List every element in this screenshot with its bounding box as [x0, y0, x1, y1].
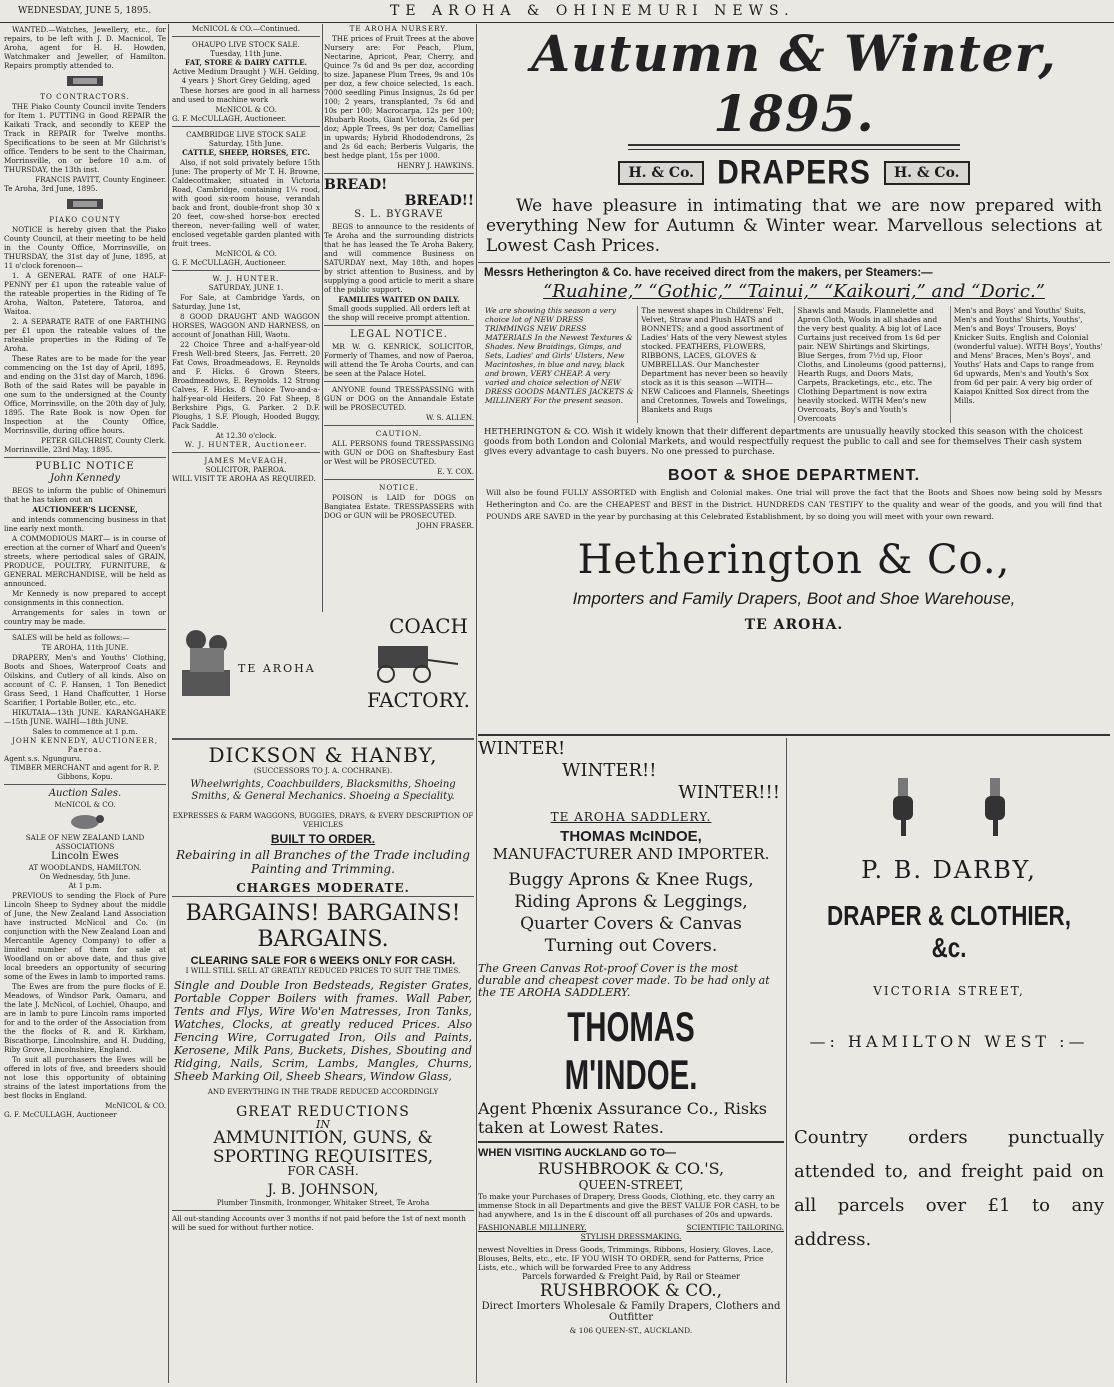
column-2 — [172, 24, 320, 612]
wednesday-date: On Wednesday, 5th June. — [39, 872, 131, 881]
allen-signature: W. S. ALLEN. — [425, 413, 474, 422]
bargains-heading: BARGAINS! BARGAINS! — [185, 901, 461, 926]
cattle-text: Also, if not sold privately before 15th June: The property of Mr T. H. Browne, Caldecottmaker, situated in Victoria Road, Cambridge, containing 1¼ rood, with good six-room house, verandah back and front, double-front shop 30 x 20 feet, cow-shed horse-box erected thereon, never-failing well of water, enclosed vegetable garden planted with fruit trees. — [172, 158, 320, 248]
mccullagh-signature: G. F. McCULLAGH, Auctioneer. — [172, 114, 287, 123]
everything-reduced: AND EVERYTHING IN THE TRADE REDUCED ACCORDINGLY — [207, 1087, 439, 1096]
phoenix-agent: Agent Phœnix Assurance Co., Risks taken at Lowest Rates. — [478, 1099, 767, 1137]
kennedy-text-2: and intends commencing business in that line early next month. — [4, 515, 166, 533]
kenrick-notice: MR W. G. KENRICK, SOLICITOR, Formerly of Thames, and now of Paeroa, will attend the Te Aroha Courts, and can be seen at the Palace Hotel. — [324, 342, 474, 378]
fashionable-millinery: FASHIONABLE MILLINERY. — [478, 1223, 587, 1232]
figures-illustration — [178, 620, 234, 700]
intro-text: We have pleasure in intimating that we are now prepared with everything New for Autumn & Winter wear. Marvellous selections at Lowest Cash Prices. — [486, 196, 1102, 256]
mcnicol-continued: McNICOL & CO.—Continued. — [191, 24, 301, 33]
mcindoe-big: THOMAS M'INDOE. — [564, 1003, 698, 1098]
auction-sales-heading: Auction Sales. — [48, 788, 122, 799]
masthead — [0, 0, 1114, 23]
kennedy-signature: JOHN KENNEDY, AUCTIONEER, Paeroa. — [12, 736, 158, 754]
newspaper-title: TE AROHA & OHINEMURI NEWS. — [390, 3, 795, 19]
coach-illustration — [348, 640, 468, 684]
tuesday-date: Tuesday, 11th June. — [210, 49, 282, 58]
wanted-ad: WANTED.—Watches, Jewellery, etc., for repairs, to be left with J. D. Macnicol, Te Aroha, agent for H. H. Howden, Watchmaker and Jeweller, of Hamilton. Repairs promptly attended to. — [4, 25, 166, 70]
hco-badge-left: H. & Co. — [618, 161, 704, 185]
bygrave-name: S. L. BYGRAVE — [354, 209, 444, 220]
trespass-shaftesbury: ALL PERSONS found TRESSPASSING with GUN or DOG on Shaftesbury East or West will be PROSECUTED. — [324, 439, 474, 466]
contractors-date: Te Aroha, 3rd June, 1895. — [4, 184, 98, 193]
darby-name: P. B. DARBY, — [861, 856, 1037, 884]
will-sell: I WILL STILL SELL AT GREATLY REDUCED PRICES TO SUIT THE TIMES. — [185, 966, 461, 975]
trades-list: Wheelwrights, Coachbuilders, Blacksmiths, Shoeing Smiths, & General Mechanics. Shoeing a Speciality. — [190, 779, 456, 802]
darby-advert — [788, 738, 1110, 1383]
hetherington-advert — [478, 24, 1110, 734]
charges-moderate: CHARGES MODERATE. — [236, 881, 410, 895]
visit-notice: WILL VISIT TE AROHA AS REQUIRED. — [172, 474, 316, 483]
saddlery-heading: TE AROHA SADDLERY. — [550, 810, 712, 824]
mcindoe-name: THOMAS McINDOE, — [560, 828, 702, 845]
ewes-text-3: To suit all purchasers the Ewes will be offered in lots of five, and breeders should not lose this opportunity of obtaining strains of the latest importations from the best flocks in England. — [4, 1055, 166, 1100]
draper-clothier: DRAPER & CLOTHIER, &c. — [827, 900, 1071, 963]
buggy-aprons: Buggy Aprons & Knee Rugs, Riding Aprons & Leggings, Quarter Covers & Canvas Turning out Covers. — [508, 870, 754, 956]
public-notice-heading: PUBLIC NOTICE — [35, 461, 135, 472]
scientific-tailoring: SCIENTIFIC TAILORING. — [686, 1223, 784, 1232]
piako-heading: PIAKO COUNTY — [49, 215, 121, 224]
goods-column-4: Men's and Boys' and Youths' Suits, Men's and Youths' Shirts, Youths', Men's and Boys' Trousers, Boys' Knicker Suits. English and Colonial (wonderful value). WITH Boys', Youths' and Mens' Braces, Men's Boys', and Youths' Hats and Caps to range from 6d upwards, Men's and Youth's Sox from 6d per pair. A very big order of Kaiapoi Knitted Sox direct from the Mills. — [953, 306, 1103, 405]
mccullagh-signature-2: G. F. McCULLAGH, Auctioneer. — [172, 258, 287, 267]
sales-dates: HIKUTAIA—13th JUNE. KARANGAHAKE—15th JUNE. WAIHI—18th JUNE. — [4, 708, 166, 726]
cambridge-yards: For Sale, at Cambridge Yards, on Saturday, June 1st, — [172, 293, 320, 311]
contractors-text: THE Piako County Council invite Tenders for Item 1. PUTTING in Good REPAIR the Kaikati Track, and secondly to KEEP the Track in REPAIR for Twelve months. Specifications to be seen at Mr Gilchrist's office. Tenders to be sent to the Chairman, Morrinsville, on or before 10 a.m. of THURSDAY, the 13th inst. — [4, 102, 166, 174]
handshake-icon — [65, 72, 105, 90]
john-kennedy-heading: John Kennedy — [49, 473, 121, 484]
pointing-hand-icon — [890, 778, 916, 838]
woodlands: AT WOODLANDS, HAMILTON. — [28, 863, 142, 872]
autumn-winter-heading: Autumn & Winter, 1895. — [531, 24, 1057, 143]
rushbrook-address: & 106 QUEEN-ST., AUCKLAND. — [569, 1326, 693, 1335]
johnson-name: J. B. JOHNSON, — [267, 1182, 379, 1198]
small-goods: Small goods supplied. All orders left at the shop will receive prompt attention. — [327, 304, 471, 322]
cox-signature: E. Y. COX. — [437, 467, 474, 476]
newest-novelties: newest Novelties in Dress Goods, Trimmings, Ribbons, Hosiery, Gloves, Lace, Blouses, Belts, etc., etc. IF YOU WISH TO ORDER, send for Patterns, Price Lists, etc., which will be forwarded Free to any Address — [478, 1245, 774, 1272]
piako-signature: PETER GILCHRIST, County Clerk. — [41, 436, 166, 445]
mcveagh-name: JAMES McVEAGH, — [204, 456, 288, 465]
pointing-hand-icon — [982, 778, 1008, 838]
families-waited: FAMILIES WAITED ON DAILY. — [338, 295, 460, 304]
vehicles-list: EXPRESSES & FARM WAGGONS, BUGGIES, DRAYS, & EVERY DESCRIPTION OF VEHICLES — [172, 811, 474, 829]
goods-list: Single and Double Iron Bedsteads, Register Grates, Portable Copper Boilers with frames. Wall Paber, Tents and Flys, Wire Wo'en Matresses, Iron Tanks, Watches, Clocks, at greatly reduced Prices. Also Fencing Wire, Corrugated Iron, Oils and Paints, Kerosene, Milk Pans, Buckets, Dishes, Sbouting and Ridging, Nails, Scrim, Lambs, Mangles, Churns, Sheeb Marking Oil, Sheeb Shears, Window Glass, — [174, 979, 472, 1083]
hunter-signature: W. J. HUNTER, Auctioneer. — [184, 440, 308, 449]
hawkins-signature: HENRY J. HAWKINS. — [397, 161, 474, 170]
auctioneer-licence: AUCTIONEER'S LICENSE, — [32, 505, 138, 514]
legal-notice-heading: LEGAL NOTICE. — [350, 329, 448, 340]
column-1 — [4, 24, 166, 1383]
repairing-text: Rebairing in all Branches of the Trade including Painting and Trimming. — [176, 848, 470, 876]
kennedy-timber: TIMBER MERCHANT and agent for R. P. Gibbons, Kopu. — [10, 763, 160, 781]
goods-column-1: We are showing this season a very choice lot of NEW DRESS TRIMMINGS NEW DRESS MATERIALS In the Newest Textures & Shades. New Braidings, Gimps, and Sets, Ladies' and Girls' Ulsters, New Macintoshes, in blue and navy, black and brown, VERY CHEAP. A very varied and choice selection of NEW DRESS GOODS MANTLES JACKETS & MILLINERY For the present season. — [482, 306, 638, 423]
trespass-annandale: ANYONE found TRESSPASSING with GUN or DOG on the Annandale Estate will be PROSECUTED. — [324, 385, 474, 412]
mccullagh-signature: G. F. McCULLAGH, Auctioneer — [4, 1110, 117, 1119]
built-to-order: BUILT TO ORDER. — [270, 832, 376, 846]
bread-heading-1: BREAD! — [324, 177, 388, 193]
sheep-icon — [65, 811, 105, 831]
great-reductions: GREAT REDUCTIONS — [236, 1104, 410, 1120]
contractors-heading: TO CONTRACTORS. — [40, 92, 130, 101]
goods-column-3: Shawls and Mauds, Flannelette and Apron Cloth, Wools in all shades and the very best quality. A big lot of Lace Curtains just received from 1s 6d per pair. NEW Shirtings and Skirtings, Blue Serges, from 7½d up, Floor Cloths, and Linoleums (good patterns), Hearth Rugs, and Doors Mats, Carpets, Bracketings, etc., etc. The Clothing Department is now extra heavily stocked. WITH Men's new Overcoats, Boy's and Youth's Overcoats — [795, 306, 951, 423]
saturday-date: Saturday, 15th June. — [208, 139, 284, 148]
stock-list: 22 Choice Three and a-half-year-old Fresh Well-bred Steers, Jas. Ferrett. 20 Fat Cows, Broadmeadows, E. Reynolds and F. Hicks. 6 Grown Steers, Broadmeadows, E. Reynolds. 12 Strong Calves, F. Hicks. 8 Choice Two-and-a-half-year-old Heifers. 20 Fat Sheep, 8 Berkshire Pigs, G. Parker. 2 D.F. Ploughs, 1 S.F. Plough, Hooded Buggy, Pack Saddle. — [172, 340, 320, 430]
coach-factory-advert — [172, 616, 474, 734]
ewes-text-2: The Ewes are from the pure flocks of E. Meadows, of Windsor Park, Oamaru, and the late J. McNicol, of Lochiel, Ohaupo, and are in lamb to pure Lincoln rams imported for and to the order of the Association from the the flocks of R. and R. Kirkham, Biscathorpe, Lincolnshire, and H. Dudding, Riby Grove, Lincolnshire, England. — [4, 982, 166, 1054]
sales-te-aroha: TE AROHA, 11th JUNE. — [41, 643, 129, 652]
boot-shoe-heading: BOOT & SHOE DEPARTMENT. — [667, 467, 921, 484]
sales-time: Sales to commence at 1 p.m. — [32, 727, 138, 736]
in-label: IN — [316, 1118, 330, 1131]
mcnicol-heading: McNICOL & CO. — [54, 800, 116, 809]
coach-heading: COACH — [389, 616, 468, 638]
visiting-auckland: WHEN VISITING AUCKLAND GO TO— — [478, 1147, 676, 1159]
column-rule — [322, 24, 323, 612]
bargains-heading-2: BARGAINS. — [257, 927, 389, 952]
victoria-street: VICTORIA STREET, — [873, 984, 1025, 998]
kennedy-text-4: Arrangements for sales in town or country may be made. — [4, 608, 166, 626]
drapers-banner — [478, 153, 1110, 192]
nursery-heading: TE AROHA NURSERY. — [349, 24, 449, 33]
piako-rate-2: 2. A SEPARATE RATE of one FARTHING per £1 upon the rateable values of the rateable properties in the Riding of Te Aroha. — [4, 317, 166, 353]
piako-date: Morrinsville, 23rd May, 1895. — [4, 445, 113, 454]
handshake-icon — [65, 195, 105, 213]
kennedy-text-3: Mr Kennedy is now prepared to accept consignments in this connection. — [4, 589, 166, 607]
queen-street: QUEEN-STREET, — [578, 1178, 684, 1192]
sales-heading: SALES will be held as follows:— — [12, 633, 130, 642]
direct-importers: Direct Imorters Wholesale & Family Drapers, Clothers and Outfitter — [481, 1301, 781, 1323]
ammunition-heading: AMMUNITION, GUNS, & SPORTING REQUISITES, — [212, 1128, 434, 1167]
kennedy-agent: Agent s.s. Ngunguru. — [4, 754, 82, 763]
column-rule — [168, 24, 169, 1383]
ewes-text-1: PREVIOUS to sending the Flock of Pure Lincoln Sheep to Sydney about the middle of June, the New Zealand Land Association have instructed McNicol and Co. (in conjunction with the New Zealand Loan and Mercantile Agency Company) to offer a limited number of them for sale at Woodland on or above date, and thus give local breeders an opportunity of securing some of the Ewes in lamb to imported rams. — [4, 891, 166, 981]
drapers-label: DRAPERS — [717, 153, 871, 192]
te-aroha-line: TE AROHA. — [744, 617, 844, 633]
accounts-notice: All out-standing Accounts over 3 months if not paid before the 1st of next month will be sued for without further notice. — [172, 1214, 466, 1232]
importers-line: Importers and Family Drapers, Boot and Shoe Warehouse, — [572, 589, 1016, 608]
nzla-heading: SALE OF NEW ZEALAND LAND ASSOCIATIONS — [25, 833, 145, 851]
ohaupo-heading: OHAUPO LIVE STOCK SALE. — [192, 40, 300, 49]
goods-column-2: The newest shapes in Childrens' Felt, Velvet, Straw and Plush HATS and BONNETS; and a good assortment of Ladies' Hats of the very Newest styles stocked. FEATHERS, FLOWERS, RIBBONS, LACES, GLOVES & UMBRELLAS. Our Manchester Department has never been so heavily stock as it is this season —WITH— NEW Calicoes and Flannels, Sheetings and Cretonnes, Towels and Towelings, Blankets and Rugs — [638, 306, 794, 423]
saturday-june-1: SATURDAY, JUNE 1. — [208, 283, 284, 292]
parcels-forwarded: Parcels forwarded & Freight Paid, by Rail or Steamer — [522, 1272, 740, 1281]
kennedy-mart: A COMMODIOUS MART— is in course of erection at the corner of Wharf and Queen's streets, where periodical sales of GRAIN, PRODUCE, POULTRY, FURNITURE, & GENERAL MERCHANDISE, will be held as announced. — [4, 534, 166, 588]
sale-time: At 12.30 o'clock. — [215, 431, 277, 440]
purchases-text: To make your Purchases of Drapery, Dress Goods, Clothing, etc. they carry an immense Stock in all Departments and give the BEST VALUE FOR CASH, to be had anywhere, and 1s in the £ discount off all purchases of 20s and upwards. — [478, 1192, 780, 1219]
johnson-trade: Plumber Tinsmith, Ironmonger, Whitaker Street, Te Aroha — [216, 1198, 430, 1207]
cambridge-heading: CAMBRIDGE LIVE STOCK SALE — [186, 130, 306, 139]
manufacturer-line: MANUFACTURER AND IMPORTER. — [492, 845, 770, 863]
saddlery-advert — [478, 738, 784, 1383]
green-canvas: The Green Canvas Rot-proof Cover is the most durable and cheapest cover made. To be had only at the TE AROHA SADDLERY. — [478, 962, 770, 999]
piako-text: NOTICE is hereby given that the Piako County Council, at their meeting to be held in the County Office, Morrinsville, on THURSDAY, the 31st day of June, 1895, at 11 o'clock forenoon— — [4, 225, 166, 270]
country-orders: Country orders punctually attended to, and freight paid on all parcels over £1 to any address. — [794, 1127, 1104, 1250]
for-cash: FOR CASH. — [287, 1164, 359, 1178]
harness-text: These horses are good in all harness and used to machine work — [172, 86, 320, 104]
piako-rates-text: These Rates are to be made for the year commencing on the 1st day of April, 1895, and ending on the 31st day of March, 1896. Both of the said Rates will be payable in one sum to the undersigned at the County Office, Morrinsville, on the 20th day of July, 1895. The Rate Book is now Open for Inspection at the County Office, Morrinsville, during office hours. — [4, 354, 166, 435]
winter-1: WINTER! — [478, 738, 566, 759]
issue-date: WEDNESDAY, JUNE 5, 1895. — [18, 6, 152, 16]
goods-grid — [482, 306, 1106, 423]
poison-notice: POISON is LAID for DOGS on Bangiatea Estate. TRESSPASSERS with DOG or GUN will be PROSECUTED. — [324, 493, 474, 520]
messrs-text: Messrs Hetherington & Co. have received direct from the makers, per Steamers:— — [484, 267, 933, 279]
draught-horses-lot: 8 GOOD DRAUGHT AND WAGGON HORSES, WAGGON AND HARNESS, on account of Jonathan Hill, Waotu. — [172, 312, 320, 339]
mcnicol-signature: McNICOL & CO. — [105, 1101, 166, 1110]
caution-heading: CAUTION. — [375, 429, 423, 438]
winter-2: WINTER!! — [562, 760, 657, 781]
sale-time: At 1 p.m. — [68, 881, 102, 890]
rushbrook-heading: RUSHBROOK & CO.'S, — [537, 1159, 725, 1178]
factory-heading: FACTORY. — [366, 688, 470, 712]
bygrave-text: BEGS to announce to the residents of Te Aroha and the surrounding districts that he has leased the Te Aroha Bakery, and will commence Business on SATURDAY next, May 18th, and hopes by strict attention to Business, and by supplying a good article to merit a share of the public support. — [324, 222, 474, 294]
lincoln-ewes: Lincoln Ewes — [51, 851, 119, 862]
contractors-signature: FRANCIS PAVITT, County Engineer. — [35, 175, 166, 184]
notice-heading: NOTICE. — [379, 483, 419, 492]
bread-heading-2: BREAD!! — [404, 193, 474, 209]
winter-3: WINTER!!! — [678, 782, 780, 803]
dickson-hanby-heading: DICKSON & HANBY, — [208, 743, 438, 767]
hetherington-notice: HETHERINGTON & CO. Wish it widely known that their different departments are unusually heavily stocked this season with the choicest goods from both London and Colonial Markets, and would respectfully request the public to call and see for themselves Their cash system gives every advantage to cash buyers. No one pressed to purchase. — [484, 427, 1083, 457]
steamers-list: “Ruahine,” “Gothic,” “Tainui,” “Kaikouri,” and “Doric.” — [543, 281, 1045, 302]
mcnicol-signature: McNICOL & CO. — [215, 105, 277, 114]
hunter-heading: W. J. HUNTER. — [212, 274, 280, 283]
solicitor: SOLICITOR, PAEROA. — [205, 465, 287, 474]
draught-horses: Active Medium Draught } W.H. Gelding, 4 years } Short Grey Gelding, aged — [172, 67, 320, 85]
piako-rate-1: 1. A GENERAL RATE of one HALF-PENNY per £1 upon the rateable value of the rateable properties in the Riding of Te Aroha, Walton, Patetere, Tatoroa, and Waitoa. — [4, 271, 166, 316]
sales-drapery: DRAPERY, Men's and Youths' Clothing, Boots and Shoes, Waterproof Coats and Oilskins, and Cutlery of all kinds. Also on account of C. F. Hansen, 1 Ton Benedict Grass Seed, 1 Hand Chaffcutter, 1 Horse Scarifier, 1 Portable Boiler, etc., etc. — [4, 653, 166, 707]
rushbrook-name: RUSHBROOK & CO., — [539, 1281, 723, 1301]
te-aroha-label: TE AROHA — [238, 662, 316, 675]
cattle-heading: CATTLE, SHEEP, HORSES, ETC. — [182, 148, 310, 157]
boot-shoe-text: Will also be found FULLY ASSORTED with English and Colonial makes. One trial will prove the fact that the Boots and Shoes now being sold by Messrs Hetherington and Co. are the CHEAPEST and BEST in the District. HUNDREDS CAN TESTIFY to the quality and wear of the goods, and you will find that POUNDS ARE SAVED in the year by purchasing at this Celebrated Establishment, by so doing you will meet with your own reward. — [486, 488, 1102, 521]
stylish-dressmaking: STYLISH DRESSMAKING. — [580, 1232, 682, 1241]
fraser-signature: JOHN FRASER. — [416, 521, 474, 530]
coach-and-johnson-adverts — [172, 616, 474, 1383]
column-rule — [476, 24, 477, 1383]
pointing-hands — [788, 778, 1110, 842]
fat-cattle: FAT, STORE & DAIRY CATTLE. — [184, 58, 308, 67]
nursery-text: THE prices of Fruit Trees at the above Nursery are: For Peach, Plum, Nectarine, Apricot, Pear, Cherry, and Quince 7s 6d and 9s per doz, according to size. Japanese Plum Trees, 9s and 10s per doz, a few choice selected, 1s each. 7000 seedling Pinus Insignus, 2s 6d per 100; 2 years, transplanted, 7s 6d and 10s per 100; Macrocarpa, 12s per 100; Rhubarb Roots, Giant Victoria, 2s 6d per doz; Apple Trees, 9s per doz; Camellias in upwards; Hybrid Rhododendrons, 2s and 2s 6d each; Berberis Vulgaris, the best hedge plant, 15s per 1000. — [324, 34, 474, 160]
successors: (SUCCESSORS TO J. A. COCHRANE). — [253, 766, 393, 775]
kennedy-text-1: BEGS to inform the public of Ohinemuri that he has taken out an — [4, 486, 166, 504]
hamilton-west: —: HAMILTON WEST :— — [809, 1032, 1089, 1051]
column-3 — [324, 24, 474, 612]
mcnicol-signature-2: McNICOL & CO. — [215, 249, 277, 258]
hco-badge-right: H. & Co. — [884, 161, 970, 185]
clearing-sale: CLEARING SALE FOR 6 WEEKS ONLY FOR CASH. — [190, 955, 456, 967]
hetherington-name: Hetherington & Co., — [577, 537, 1011, 583]
